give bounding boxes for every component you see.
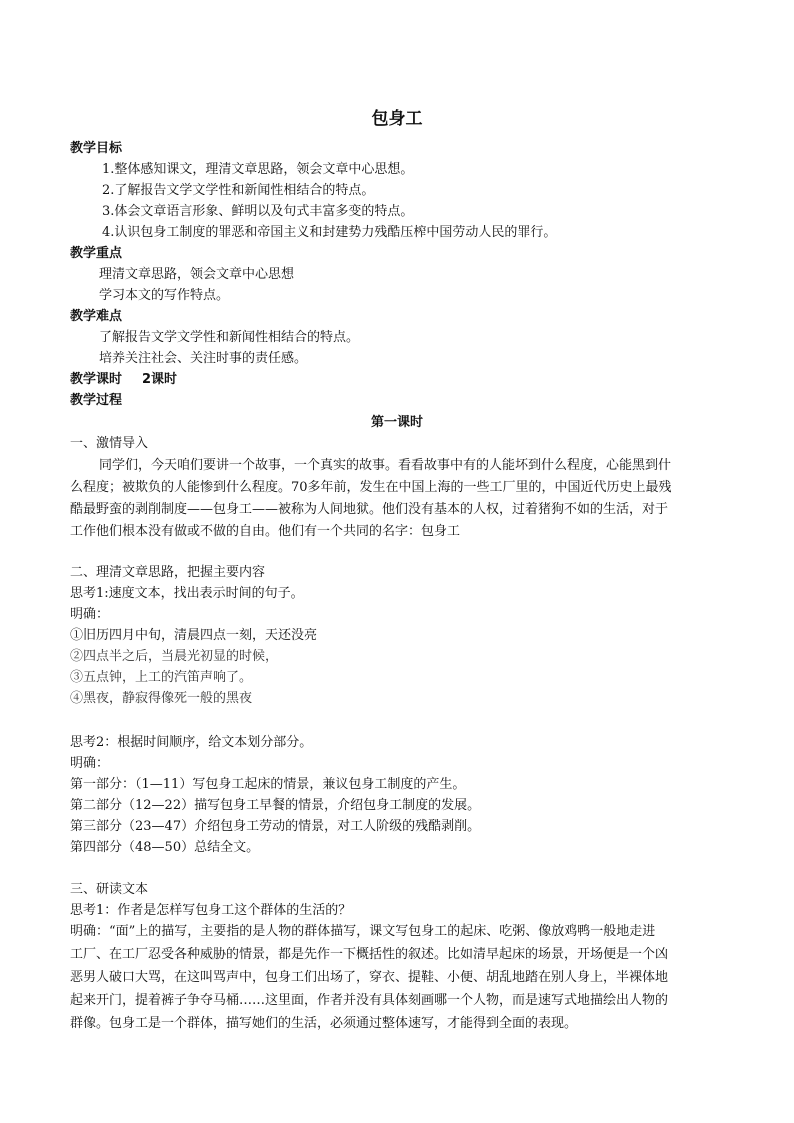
difficulty-item: 培养关注社会、关注时事的责任感。 bbox=[99, 351, 308, 366]
page-title: 包身工 bbox=[371, 109, 423, 129]
section2-answer2-item: 第二部分（12—22）描写包身工早餐的情景，介绍包身工制度的发展。 bbox=[70, 798, 481, 813]
section1-line: 同学们，今天咱们要讲一个故事，一个真实的故事。看看故事中有的人能坏到什么程度，心能黑到什 bbox=[99, 458, 672, 473]
section3-heading: 三、研读文本 bbox=[70, 882, 149, 897]
section2-answer1-item: ②四点半之后，当晨光初显的时候， bbox=[70, 649, 279, 664]
difficulties-heading: 教学难点 bbox=[70, 309, 123, 324]
section1-heading: 一、激情导入 bbox=[70, 436, 149, 451]
hours-value: 2课时 bbox=[142, 372, 178, 387]
objective-item: 1.整体感知课文，理清文章思路，领会文章中心思想。 bbox=[102, 162, 414, 177]
lesson1-heading: 第一课时 bbox=[370, 415, 423, 430]
section2-answer1-item: ④黑夜，静寂得像死一般的黑夜 bbox=[70, 691, 253, 706]
section1-line: 酷最野蛮的剥削制度——包身工——被称为人间地狱。他们没有基本的人权，过着猪狗不如的生活，对于 bbox=[70, 502, 669, 517]
key-point-item: 学习本文的写作特点。 bbox=[99, 288, 230, 303]
objective-item: 4.认识包身工制度的罪恶和帝国主义和封建势力残酷压榨中国劳动人民的罪行。 bbox=[102, 225, 557, 240]
difficulty-item: 了解报告文学文学性和新闻性相结合的特点。 bbox=[99, 330, 360, 345]
section2-answer2-item: 第三部分（23—47）介绍包身工劳动的情景，对工人阶级的残酷剥削。 bbox=[70, 819, 481, 834]
hours-heading: 教学课时 bbox=[70, 372, 123, 387]
section1-line: 工作他们根本没有做或不做的自由。他们有一个共同的名字：包身工 bbox=[70, 524, 461, 539]
section3-answer-line: 群像。包身工是一个群体，描写她们的生活，必须通过整体速写，才能得到全面的表现。 bbox=[70, 1016, 578, 1031]
section3-question1: 思考1：作者是怎样写包身工这个群体的生活的？ bbox=[70, 903, 352, 918]
section1-line: 么程度；被欺负的人能惨到什么程度。70多年前，发生在中国上海的一些工厂里的，中国近代历史上最残 bbox=[70, 480, 672, 495]
section2-answer2-item: 第四部分（48—50）总结全文。 bbox=[70, 840, 260, 855]
section2-question1: 思考1:速度文本，找出表示时间的句子。 bbox=[70, 586, 304, 601]
key-points-heading: 教学重点 bbox=[70, 246, 123, 261]
key-point-item: 理清文章思路，领会文章中心思想 bbox=[99, 267, 295, 282]
section2-answer1-label: 明确： bbox=[70, 607, 110, 622]
section2-question2: 思考2：根据时间顺序，给文本划分部分。 bbox=[70, 735, 313, 750]
section3-answer-line: 恶男人破口大骂，在这叫骂声中，包身工们出场了，穿衣、提鞋、小便、胡乱地踏在别人身上，半裸体地 bbox=[70, 970, 669, 985]
process-heading: 教学过程 bbox=[70, 393, 123, 408]
section3-answer-line: 明确：“面”上的描写，主要指的是人物的群体描写，课文写包身工的起床、吃粥、像放鸡鸭一般地走进 bbox=[70, 924, 656, 939]
objectives-heading: 教学目标 bbox=[70, 141, 123, 156]
section3-answer-line: 起来开门，提着裤子争夺马桶……这里面，作者并没有具体刻画哪一个人物，而是速写式地描绘出人物的 bbox=[70, 993, 669, 1008]
section3-answer-line: 工厂、在工厂忍受各种威胁的情景，都是先作一下概括性的叙述。比如清早起床的场景，开场便是一个凶 bbox=[70, 947, 669, 962]
objective-item: 3.体会文章语言形象、鲜明以及句式丰富多变的特点。 bbox=[102, 204, 414, 219]
objective-item: 2.了解报告文学文学性和新闻性相结合的特点。 bbox=[102, 183, 375, 198]
section2-answer2-item: 第一部分：（1—11）写包身工起床的情景，兼议包身工制度的产生。 bbox=[70, 777, 466, 792]
section2-heading: 二、理清文章思路，把握主要内容 bbox=[70, 565, 266, 580]
section2-answer2-label: 明确： bbox=[70, 756, 110, 771]
section2-answer1-item: ③五点钟，上工的汽笛声响了。 bbox=[70, 670, 253, 685]
section2-answer1-item: ①旧历四月中旬，清晨四点一刻，天还没亮 bbox=[70, 628, 318, 643]
